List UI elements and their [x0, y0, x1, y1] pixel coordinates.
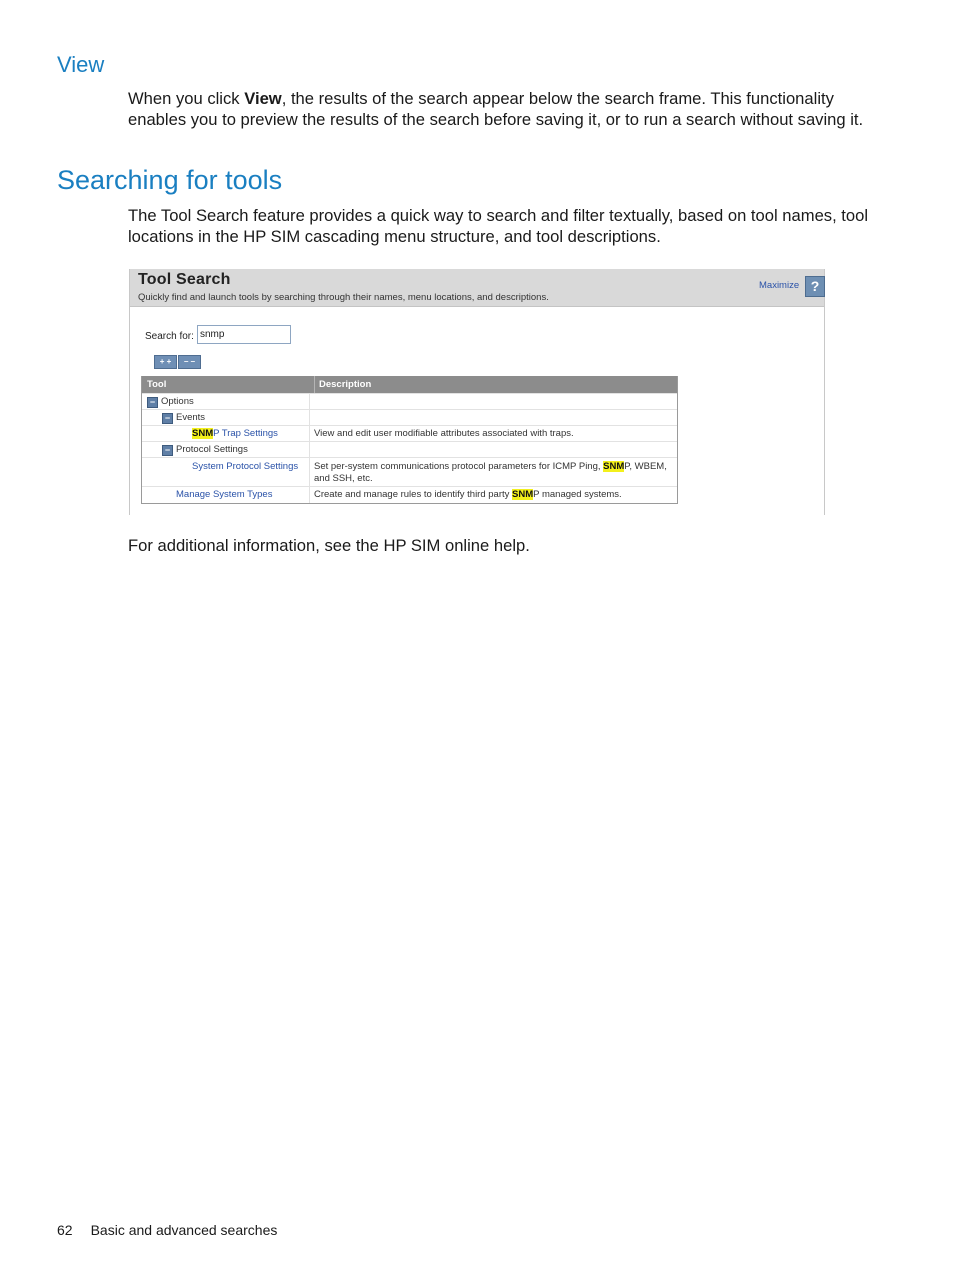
table-row — [142, 457, 677, 486]
table-row — [142, 393, 677, 409]
expand-all-button[interactable]: + + — [154, 355, 177, 369]
search-input[interactable] — [197, 325, 291, 344]
closing-paragraph: For additional information, see the HP SIM online help. — [128, 536, 530, 555]
maximize-link[interactable]: Maximize — [759, 280, 800, 291]
column-header-tool: Tool — [142, 376, 315, 393]
table-header — [142, 376, 677, 393]
description-text: Create and manage rules to identify third party — [314, 489, 513, 500]
search-highlight: SNM — [512, 489, 534, 500]
description-text: Set per-system communications protocol parameters for ICMP Ping, — [314, 461, 604, 472]
system-protocol-settings-link[interactable]: System Protocol Settings — [192, 461, 299, 472]
search-highlight: SNM — [192, 428, 214, 439]
tool-search-title: Tool Search — [138, 271, 231, 288]
snmp-trap-description: View and edit user modifiable attributes associated with traps. — [314, 428, 574, 439]
collapse-node-icon[interactable]: − — [147, 397, 158, 408]
collapse-node-icon[interactable]: − — [162, 445, 173, 456]
searching-tools-heading: Searching for tools — [57, 165, 283, 195]
view-paragraph — [128, 88, 873, 130]
view-bold-word: View — [244, 89, 282, 108]
snmp-trap-settings-label: P Trap Settings — [213, 428, 278, 439]
collapse-all-button[interactable]: – – — [178, 355, 201, 369]
tools-intro-paragraph: The Tool Search feature provides a quick way to search and filter textually, based on tool names, tool locations in the HP SIM cascading menu structure, and tool descriptions. — [128, 206, 869, 246]
manage-system-types-link[interactable]: Manage System Types — [176, 489, 273, 500]
page-footer — [57, 1222, 277, 1238]
tree-node-options: Options — [161, 396, 194, 407]
system-protocol-description — [310, 458, 677, 486]
help-icon[interactable]: ? — [805, 276, 825, 297]
table-row — [142, 486, 677, 503]
search-for-label: Search for: — [145, 331, 194, 342]
description-text: P managed systems. — [533, 489, 622, 500]
page-number: 62 — [57, 1222, 73, 1238]
view-text-after: , the results of the search appear below the search frame. This functionality enables you to preview the results of the search before saving it, or to run a search without saving it. — [128, 89, 864, 129]
tool-search-screenshot — [129, 269, 825, 515]
tree-node-events: Events — [176, 412, 206, 423]
view-text-before: When you click — [128, 89, 245, 108]
description-text: P, WBEM, and SSH, etc. — [314, 461, 667, 484]
table-row — [142, 441, 677, 457]
search-highlight: SNM — [603, 461, 625, 472]
collapse-node-icon[interactable]: − — [162, 413, 173, 424]
footer-section-title: Basic and advanced searches — [90, 1222, 278, 1238]
tool-search-header — [130, 269, 824, 307]
tool-search-subtitle: Quickly find and launch tools by searching through their names, menu locations, and descriptions. — [138, 292, 549, 303]
snmp-trap-settings-link[interactable] — [192, 428, 278, 439]
manage-system-types-description — [310, 487, 677, 503]
column-header-description: Description — [319, 379, 372, 390]
results-table — [141, 376, 678, 504]
tree-node-protocol-settings: Protocol Settings — [176, 444, 248, 455]
table-row — [142, 425, 677, 441]
table-row — [142, 409, 677, 425]
view-heading: View — [57, 52, 105, 77]
